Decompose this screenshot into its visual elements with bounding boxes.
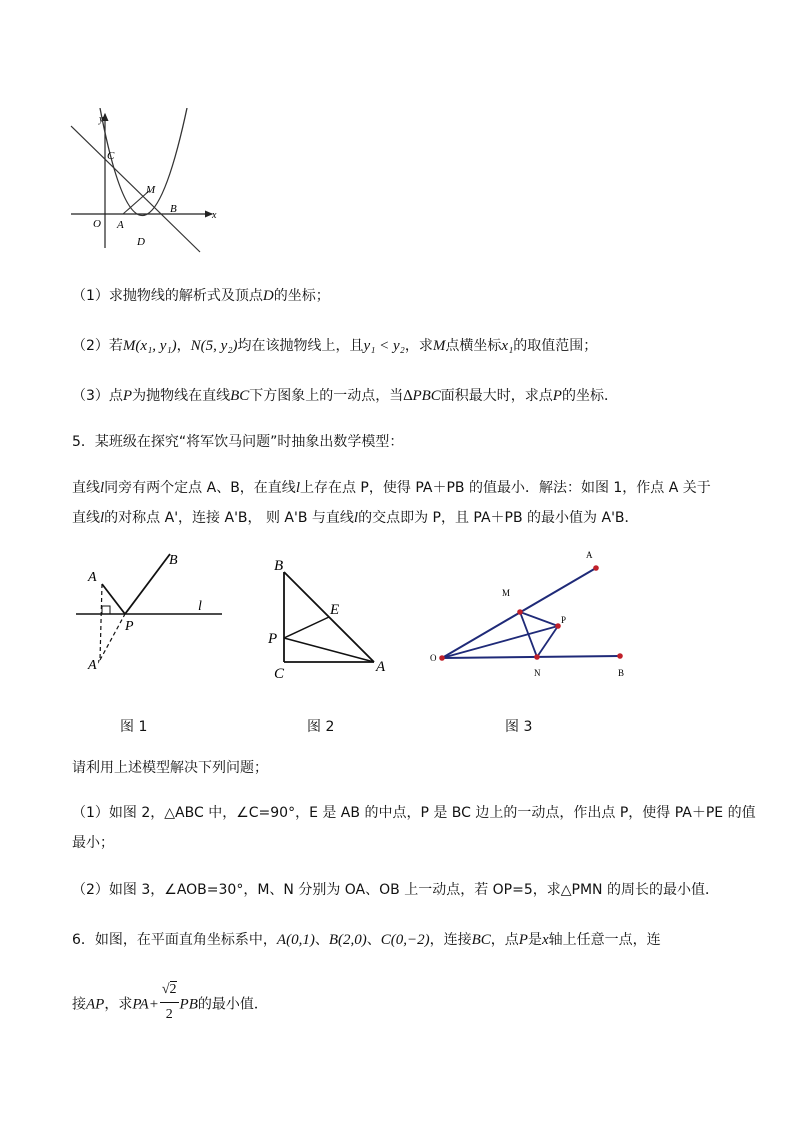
q4-p2-text-d: 点横坐标 xyxy=(445,338,502,354)
q6-sep1: 、 xyxy=(314,932,329,948)
q4-p3-var-triangle: ∆PBC xyxy=(403,388,441,404)
q6-point-b: B(2,0) xyxy=(328,932,367,948)
q5-intro-line2 xyxy=(72,508,639,528)
label-y: y xyxy=(99,114,104,125)
q6-fraction xyxy=(160,978,179,1027)
q6-expr-pb: PB xyxy=(179,996,198,1013)
q4-p2-point-n: N(5, y₂) xyxy=(190,338,238,354)
fig3-label-p: P xyxy=(561,615,567,625)
fig2-label-c: C xyxy=(274,666,285,682)
fig1-segment-ap xyxy=(102,584,125,614)
q4-p3-text-b: 为抛物线在直线 xyxy=(132,388,231,404)
q6-expr-pa: PA+ xyxy=(132,996,159,1013)
q4-p2-var-x1: x₁ xyxy=(501,338,514,354)
label-d: D xyxy=(137,236,145,248)
q6-sqrt-radicand: 2 xyxy=(169,982,177,997)
figure-1 xyxy=(70,548,230,678)
q4-part3 xyxy=(72,386,618,406)
figure-2 xyxy=(262,552,402,684)
q4-p2-var-m: M xyxy=(432,338,446,354)
q5-intro1-var-l: l xyxy=(100,480,105,496)
q5-part1-line1: （1）如图 2，△ABC 中，∠C=90°，E 是 AB 的中点，P 是 BC 边上的一动点，作出点 P，使得 PA＋PE 的值 xyxy=(72,805,756,821)
q6-fraction-denominator: 2 xyxy=(165,1007,173,1022)
q4-part1 xyxy=(72,286,330,306)
q4-p1-text-end: 的坐标； xyxy=(273,288,330,304)
q4-p2-text: （2）若 xyxy=(72,338,123,354)
fig3-segment-mn xyxy=(520,612,537,657)
q6-text-a: 6．如图，在平面直角坐标系中， xyxy=(72,932,277,948)
q4-p3-var-p: P xyxy=(122,388,133,404)
q5-intro2-text-a: 直线 xyxy=(72,510,100,526)
figure-3 xyxy=(424,544,644,684)
caption-figure-3: 图 3 xyxy=(505,719,533,735)
q6-point-c: C(0,−2) xyxy=(380,932,430,948)
q6-text-c: ，点 xyxy=(490,932,519,948)
q6-var-bc: BC xyxy=(471,932,491,948)
fig3-point-a xyxy=(593,565,599,571)
fig2-segment-pe xyxy=(284,617,329,638)
q4-p2-point-m: M(x₁, y₁) xyxy=(122,338,177,354)
q5-intro-line1 xyxy=(72,478,711,498)
q5-title: 5．某班级在探究“将军饮马问题”时抽象出数学模型： xyxy=(72,434,404,450)
label-o: O xyxy=(93,218,101,230)
q4-p2-text-c: ，求 xyxy=(404,338,433,354)
q4-p2-text-e: 的取值范围； xyxy=(513,338,598,354)
q5-intro2-text-b: 的对称点 A'，连接 A'B， 则 A'B 与直线 xyxy=(104,510,354,526)
fig3-label-n: N xyxy=(534,668,541,678)
fig3-point-p xyxy=(555,623,561,629)
fig1-label-a: A xyxy=(88,570,97,585)
q6-line2-text-a: 接 xyxy=(72,996,86,1013)
q5-prompt: 请利用上述模型解决下列问题； xyxy=(72,760,268,776)
fig3-point-n xyxy=(534,654,540,660)
q6-sep2: 、 xyxy=(366,932,381,948)
line-bc xyxy=(71,126,200,252)
fig2-label-a: A xyxy=(376,659,386,675)
fig3-label-b: B xyxy=(618,668,625,678)
q5-intro2-var-l2: l xyxy=(353,510,359,526)
q4-p2-text-b: 均在该抛物线上，且 xyxy=(237,338,364,354)
fig3-segment-mp xyxy=(520,612,558,626)
q6-fraction-numerator: √2 xyxy=(160,978,179,1003)
q4-part2 xyxy=(72,336,597,356)
q6-var-ap: AP xyxy=(86,996,105,1013)
q6-line1 xyxy=(72,930,661,950)
fig3-ray-ob xyxy=(442,656,620,658)
q6-var-x: x xyxy=(541,932,549,948)
label-a: A xyxy=(117,219,124,231)
q6-line2 xyxy=(72,980,268,1029)
label-x: x xyxy=(212,210,217,221)
fig1-label-b: B xyxy=(169,553,178,568)
q4-p3-text-d: 面积最大时，求点 xyxy=(440,388,553,404)
q6-text-e: 轴上任意一点，连 xyxy=(548,932,661,948)
fig1-dashed-ap xyxy=(100,614,125,660)
label-m: M xyxy=(146,184,156,196)
fig1-label-a-prime: A' xyxy=(88,658,100,673)
q4-p3-text-e: 的坐标． xyxy=(561,388,618,404)
q4-p3-var-bc: BC xyxy=(230,388,250,404)
fig1-label-l: l xyxy=(198,599,202,614)
q5-part1-line2: 最小； xyxy=(72,835,114,851)
q5-intro2-var-l: l xyxy=(100,510,105,526)
fig1-segment-pb xyxy=(125,554,170,614)
q4-p3-text-c: 下方图象上的一动点，当 xyxy=(249,388,404,404)
q6-line2-text-b: ，求 xyxy=(104,996,133,1013)
caption-figure-1: 图 1 xyxy=(120,719,148,735)
q6-text-b: ，连接 xyxy=(429,932,472,948)
fig3-point-b xyxy=(617,653,623,659)
q5-intro2-text-c: 的交点即为 P，且 PA＋PB 的最小值为 A'B． xyxy=(358,510,639,526)
q6-point-a: A(0,1) xyxy=(276,932,315,948)
parabola-figure xyxy=(66,108,226,256)
fig3-point-o xyxy=(439,655,445,661)
fig1-label-p: P xyxy=(125,619,134,634)
q6-line2-text-c: 的最小值． xyxy=(197,996,268,1013)
q4-p3-var-p2: P xyxy=(552,388,562,404)
caption-figure-2: 图 2 xyxy=(307,719,335,735)
label-b: B xyxy=(170,203,177,215)
q6-var-p: P xyxy=(518,932,528,948)
fig1-dashed-aa xyxy=(100,584,102,660)
fig3-label-a: A xyxy=(586,550,593,560)
fig2-label-b: B xyxy=(274,558,284,574)
q6-text-d: 是 xyxy=(527,932,542,948)
q5-part2: （2）如图 3，∠AOB=30°，M、N 分别为 OA、OB 上一动点，若 OP=5，求△PMN 的周长的最小值． xyxy=(72,882,719,898)
fig2-label-p: P xyxy=(268,631,278,647)
fig2-label-e: E xyxy=(330,602,340,618)
q4-p1-var-d: D xyxy=(262,288,274,304)
q5-intro1-text-c: 上存在点 P，使得 PA＋PB 的值最小．解法：如图 1，作点 A 关于 xyxy=(299,480,711,496)
fig3-point-m xyxy=(517,609,523,615)
q4-p2-inequality: y₁ < y₂ xyxy=(363,338,405,354)
fig2-segment-pa xyxy=(284,638,374,662)
fig3-label-o: O xyxy=(430,653,437,663)
fig1-right-angle xyxy=(102,606,110,614)
label-c: C xyxy=(107,150,115,162)
q4-p1-text: （1）求抛物线的解析式及顶点 xyxy=(72,288,263,304)
fig3-label-m: M xyxy=(502,588,511,598)
q5-intro1-text-a: 直线 xyxy=(72,480,100,496)
q4-p2-sep: ， xyxy=(176,338,191,354)
q4-p3-text: （3）点 xyxy=(72,388,123,404)
q5-intro1-text-b: 同旁有两个定点 A、B，在直线 xyxy=(104,480,296,496)
q5-intro1-var-l2: l xyxy=(295,480,300,496)
